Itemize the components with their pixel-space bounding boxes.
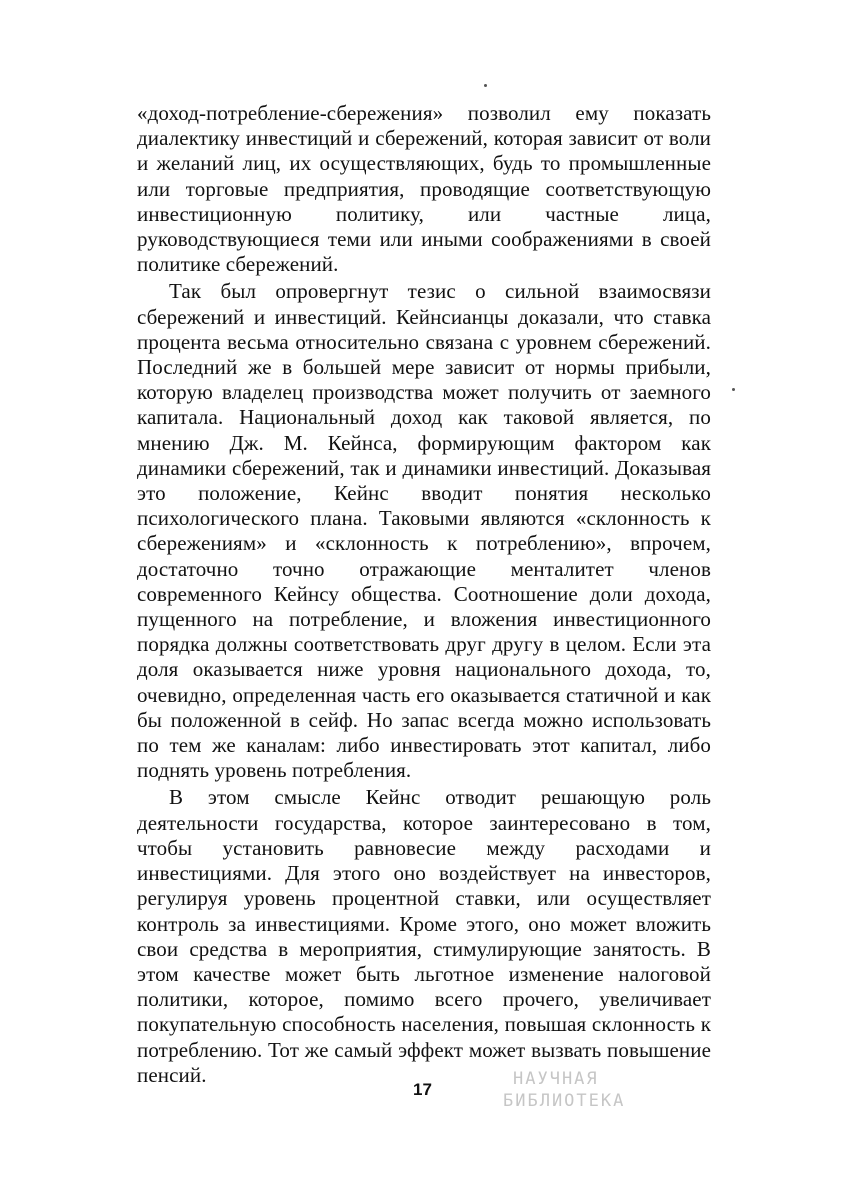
paragraph-3: В этом смысле Кейнс отводит решающую роль деятельности государства, которое заинтересовано в том, чтобы установить равновесие между расходами и инвестициями. Для этого оно воздействует на инвесторов, регулируя уровень процентной ставки, или осуществляет контроль за инвестициями. Кроме этого, оно может вложить свои средства в мероприятия, стимулирующие занятость. В этом качестве может быть льготное изменение налоговой политики, которое, помимо всего прочего, увеличивает покупательную способность населения, повышая склонность к потреблению. Тот же самый эффект может вызвать повышение пенсий. (137, 785, 711, 1087)
body-text (137, 101, 711, 1088)
paragraph-2: Так был опровергнут тезис о сильной взаимосвязи сбережений и инвестиций. Кейнсианцы доказали, что ставка процента весьма относительно связана с уровнем сбережений. Последний же в большей мере зависит от нормы прибыли, которую владелец производства может получить от заемного капитала. Национальный доход как таковой является, по мнению Дж. М. Кейнса, формирующим фактором как динамики сбережений, так и динамики инвестиций. Доказывая это положение, Кейнс вводит понятия несколько психологического плана. Таковыми являются «склонность к сбережениям» и «склонность к потреблению», впрочем, достаточно точно отражающие менталитет членов современного Кейнсу общества. Соотношение доли дохода, пущенного на потребление, и вложения инвестиционного порядка должны соответствовать друг другу в целом. Если эта доля оказывается ниже уровня национального дохода, то, очевидно, определенная часть его оказывается статичной и как бы положенной в сейф. Но запас всегда можно использовать по тем же каналам: либо инвестировать этот капитал, либо поднять уровень потребления. (137, 279, 711, 783)
paragraph-1: «доход-потребление-сбережения» позволил ему показать диалектику инвестиций и сбережений, которая зависит от воли и желаний лиц, их осуществляющих, будь то промышленные или торговые предприятия, проводящие соответствующую инвестиционную политику, или частные лица, руководствующиеся теми или иными соображениями в своей политике сбережений. (137, 101, 711, 277)
library-stamp (503, 1068, 643, 1112)
stamp-line-1: НАУЧНАЯ (513, 1069, 599, 1089)
stamp-line-2: БИБЛИОТЕКА (503, 1091, 626, 1111)
page-number: 17 (413, 1080, 432, 1099)
scan-speck (484, 84, 487, 87)
scan-speck (732, 388, 735, 391)
